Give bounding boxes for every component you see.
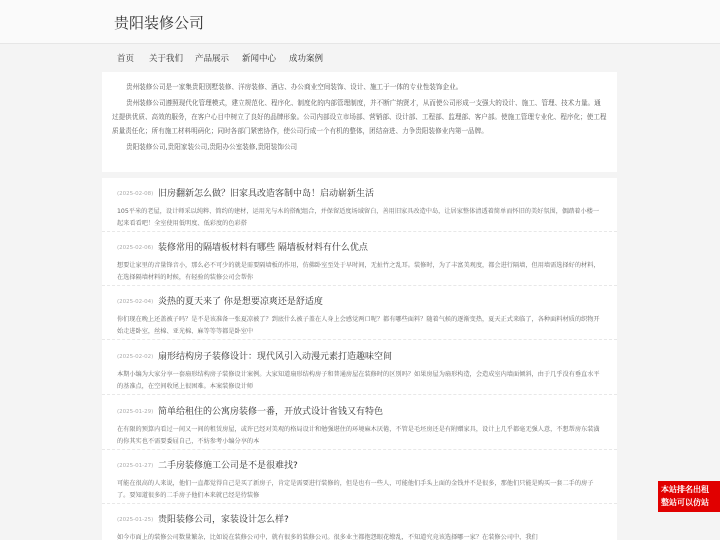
nav-cases[interactable]: 成功案例 xyxy=(289,54,324,64)
news-excerpt: 想要让家里的音量锋音小，那么必不可少的就是需要隔墙板的作用，仿佛卧室至处于早时间，无扯竹之乱耳。装修时，为了丰富美观度，都会进行隔墙，但用墙需选择好的材料，在选择隔墙材料的时候，有轻验的装修公司会帮你 xyxy=(117,262,600,281)
news-excerpt: 在有限的预算内看过一间又一间的租赁房屋，或许已经对美观的格局设计和勉强堪住的环境麻木厌倦，不管是毛坯房还是有附赠家具，设计上几乎都毫无强人意，不想帮房东装潢的你其实也不需要委屈自己，不妨参考小编分享的本 xyxy=(117,426,600,445)
news-date: (2025-02-02) xyxy=(117,354,154,360)
nav-products[interactable]: 产品展示 xyxy=(195,54,230,64)
news-excerpt: 你们现在晚上还盖被子吗？是不是该准备一张夏凉被了？到底什么被子盖在人身上会感觉两口呢？都有哪些面料？随着气候的逐渐变热，夏天正式来临了，各种面料材质的织物开始走进卧室，丝棉、亚光棉、麻等等等都是卧室中 xyxy=(117,316,600,335)
company-intro xyxy=(102,72,617,172)
ad-badge[interactable] xyxy=(658,481,720,512)
news-item xyxy=(102,396,617,450)
news-date: (2025-02-08) xyxy=(117,191,154,197)
news-title-link[interactable]: 贵阳装修公司，家装设计怎么样? xyxy=(158,515,289,525)
site-title[interactable]: 贵阳装修公司 xyxy=(114,14,205,32)
news-excerpt: 105平米的老屋，设计师采以纯粹、简约的建材，运用光与木的搭配组合，并保留适度场域留白，善用旧家具改造中岛，让居家整体清透着简单而怀旧的美好氛围，偶踏着小楼一起来看看吧！全室使用低明度、低彩度的色彩搭 xyxy=(117,208,600,227)
news-item xyxy=(102,232,617,286)
news-date: (2025-02-06) xyxy=(117,245,154,251)
ad-badge-line-1: 本站排名出租 xyxy=(661,485,709,494)
main-nav xyxy=(0,44,720,72)
header-bar xyxy=(0,0,720,44)
news-item xyxy=(102,286,617,340)
news-excerpt: 如今市面上的装修公司数量繁杂，比如说在装修公司中，就有很多的装修公司。很多业主都抱怨眼花缭乱，不知道究竟该选择哪一家？在装修公司中，我们 xyxy=(117,534,538,540)
news-title-link[interactable]: 旧房翻新怎么做？旧家具改造客制中岛！启动崭新生活 xyxy=(158,189,375,199)
news-date: (2025-01-27) xyxy=(117,463,154,469)
nav-about[interactable]: 关于我们 xyxy=(149,54,184,64)
news-date: (2025-02-04) xyxy=(117,299,154,305)
news-title-link[interactable]: 二手房装修施工公司是不是很难找? xyxy=(158,461,298,471)
intro-paragraph-1: 贵州装修公司是一家集贵阳别墅装修、洋房装修、酒店、办公商业空间装饰、设计、施工于一体的专业性装饰企业。 xyxy=(126,83,463,91)
news-date: (2025-01-25) xyxy=(117,517,154,523)
news-title-link[interactable]: 简单给租住的公寓房装修一番，开放式设计省钱又有特色 xyxy=(158,407,384,417)
news-excerpt: 可能在很高的人来说，他们一直都觉得自己是买了新房子，肯定是需要进行装修的，但是也有一些人，可能他们手头上面的金钱并不是很多，那他们只能是购买一套二手的房子了。要知道很多的二手房子他们本来就已经是待装修 xyxy=(117,480,594,499)
news-item xyxy=(102,450,617,504)
nav-news[interactable]: 新闻中心 xyxy=(242,54,277,64)
news-date: (2025-01-29) xyxy=(117,409,154,415)
intro-keywords: 贵阳装修公司,贵阳家装公司,贵阳办公室装修,贵阳装饰公司 xyxy=(126,143,298,151)
ad-badge-line-2: 整站可以仿站 xyxy=(661,497,709,507)
news-excerpt: 本期小编为大家分享一套扇形结构房子装修设计案例。大家知道扇形结构房子和普通房屋在装修时的区别吗？如果房屋为扇形构造，会造成室内墙面倾斜，由于几乎没有垂直水平的基准点，在空间收尾上很困难。本案装修设计师 xyxy=(117,371,600,390)
intro-paragraph-2: 贵州装修公司遵照现代化管理模式，建立规范化、程序化、制度化的内部管理制度，并不断广纳贤才，从而使公司形成一支强大的设计、施工、管理、技术力量。通过提供优质、高效的服务，在客户心目中树立了良好的品牌形象。公司内部设立市场部、营销部、设计部、工程部、监理部、客户部。使施工管理专业化、程序化；使工程质量责任化；所有施工材料明码化；同时各部门紧密协作，使公司行成一个有机的整体，团结奋进、力争贵阳装修业内第一品牌。 xyxy=(112,99,607,135)
news-list xyxy=(102,178,617,540)
news-title-link[interactable]: 扇形结构房子装修设计：现代风引入动漫元素打造趣味空间 xyxy=(158,352,393,362)
news-item xyxy=(102,178,617,232)
news-item xyxy=(102,504,617,540)
news-title-link[interactable]: 炎热的夏天来了 你是想要凉爽还是舒适度 xyxy=(158,297,323,307)
nav-home[interactable]: 首页 xyxy=(117,54,135,64)
news-item xyxy=(102,341,617,395)
news-title-link[interactable]: 装修常用的隔墙板材料有哪些 隔墙板材料有什么优点 xyxy=(158,243,368,253)
